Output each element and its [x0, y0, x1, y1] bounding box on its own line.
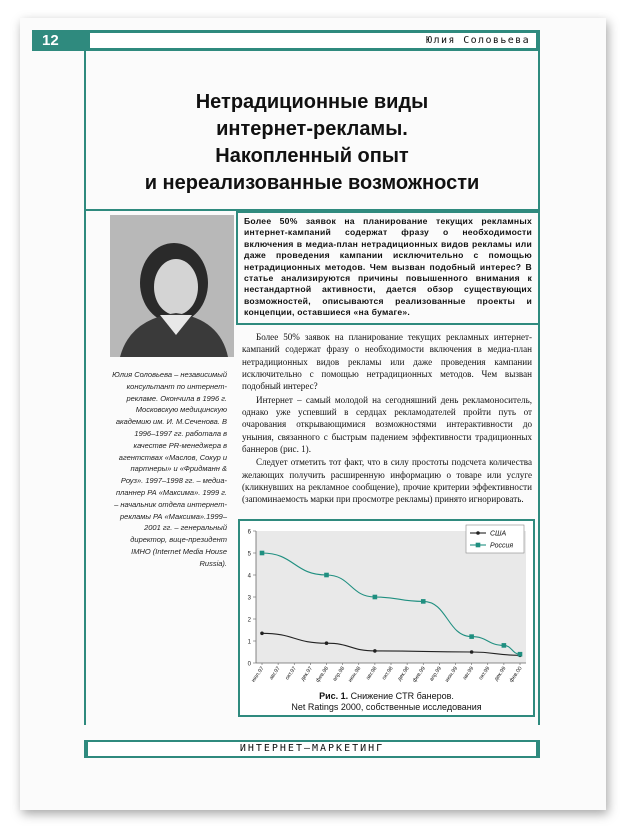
- title-line: и нереализованные возможности: [144, 172, 480, 194]
- y-tick-label: 0: [247, 661, 251, 668]
- x-tick-label: фев.99: [411, 665, 427, 684]
- data-point: [324, 573, 329, 578]
- article-body: [242, 331, 532, 507]
- data-point: [373, 649, 377, 653]
- data-point: [469, 634, 474, 639]
- y-tick-label: 3: [247, 595, 251, 602]
- caption-label: Рис. 1.: [319, 691, 349, 701]
- x-tick-label: июн.99: [444, 665, 460, 684]
- title-line: Нетрадиционные виды: [195, 91, 429, 113]
- figure-caption: [240, 691, 533, 713]
- title-line: Накопленный опыт: [215, 145, 409, 167]
- x-tick-label: авг.98: [365, 665, 379, 682]
- body-paragraph: Следует отметить тот факт, что в силу простоты подсчета количества желающих получить расширенную информацию о товаре или услуге (кликнувших на рекламное сообщение), прочие критерии эффективности (запоминаемость марки при просмотре рекламы) принято игнорировать.: [242, 457, 532, 505]
- x-tick-label: дек.98: [396, 665, 411, 683]
- x-tick-label: авг.97: [268, 665, 282, 682]
- title-line: интернет-рекламы.: [216, 118, 408, 140]
- footer-section: ИНТЕРНЕТ–МАРКЕТИНГ: [88, 742, 536, 756]
- x-tick-label: окт.99: [477, 665, 492, 682]
- caption-text: Снижение CTR банеров.: [348, 691, 454, 701]
- x-tick-label: фев.00: [508, 665, 524, 684]
- x-tick-label: июн.98: [347, 665, 363, 684]
- x-tick-label: авг.99: [461, 665, 476, 682]
- data-point: [421, 599, 426, 604]
- caption-source: Net Ratings 2000, собственные исследования: [291, 702, 482, 712]
- x-tick-label: дек.97: [299, 665, 315, 683]
- x-tick-label: фев.98: [315, 665, 331, 684]
- x-tick-label: окт.98: [381, 665, 395, 682]
- article-title: [86, 89, 538, 197]
- ctr-chart: [240, 521, 533, 687]
- y-tick-label: 2: [247, 617, 251, 624]
- legend-marker: [476, 543, 481, 548]
- lead-box: Более 50% заявок на планирование текущих рекламных интернет-кампаний содержат фразу о необходимости включения в медиа-план нетрадиционных видов рекламы или даже проведения кампании исключительно с помощью нетрадиционных методов. Чем вызван подобный интерес? В статье анализируются причины повышенного внимания к нестандартной активности, дается обзор существующих возможностей, описываются реализованные проекты и концепции, оставшиеся «на бумаге».: [236, 211, 540, 325]
- data-point: [260, 551, 265, 556]
- y-tick-label: 4: [247, 573, 251, 580]
- page-number: 12: [32, 30, 84, 51]
- author-photo: [110, 215, 234, 357]
- x-tick-label: окт.97: [284, 665, 298, 682]
- x-tick-label: апр.99: [428, 665, 444, 683]
- data-point: [502, 643, 507, 648]
- author-bio: Юлия Соловьева – независимый консультант по интернет-рекламе. Окончила в 1996 г. Московскую медицинскую академию им. И. М.Сеченова. В 1996–1997 гг. работала в качестве PR-менеджера в агентствах «Маслов, Сокур и партнеры» и «Фридманн & Роуз». 1997–1998 гг. – медиа-планнер РА «Максима». 1999 г. – начальник отдела интернет-рекламы РА «Максима».1999–2001 гг. – генеральный директор, вице-президент IMHO (Internet Media House Russia).: [112, 370, 227, 568]
- legend-marker: [476, 531, 480, 535]
- x-tick-label: апр.98: [331, 665, 347, 683]
- y-tick-label: 6: [247, 529, 251, 536]
- y-tick-label: 5: [247, 551, 251, 558]
- figure-box: [238, 519, 535, 717]
- page-header: [32, 30, 540, 51]
- footer-bar: [84, 740, 540, 758]
- data-point: [373, 595, 378, 600]
- author-portrait: [110, 215, 234, 357]
- legend-label: США: [490, 530, 507, 538]
- body-paragraph: Интернет – самый молодой на сегодняшний день рекламоноситель, однако уже успевший в сердцах рекламодателей пройти путь от очарования открывающимися возможностями интерактивности до уныния, связанного с быстрым падением эффективности традиционных баннеров (рис. 1).: [242, 394, 532, 455]
- data-point: [260, 632, 264, 636]
- y-tick-label: 1: [247, 639, 251, 646]
- body-paragraph: Более 50% заявок на планирование текущих рекламных интернет-кампаний содержат фразу о необходимости включения в медиа-план нетрадиционных видов рекламы или даже проведения кампании исключительно с помощью нетрадиционных методов. Чем вызван подобный интерес?: [242, 332, 532, 392]
- header-author: Юлия Соловьева: [90, 33, 536, 48]
- x-tick-label: дек.99: [493, 665, 508, 683]
- data-point: [325, 641, 329, 645]
- data-point: [518, 652, 523, 657]
- legend-label: Россия: [490, 542, 514, 550]
- data-point: [470, 650, 474, 654]
- x-tick-label: июл.97: [250, 665, 266, 684]
- title-box: [84, 51, 540, 211]
